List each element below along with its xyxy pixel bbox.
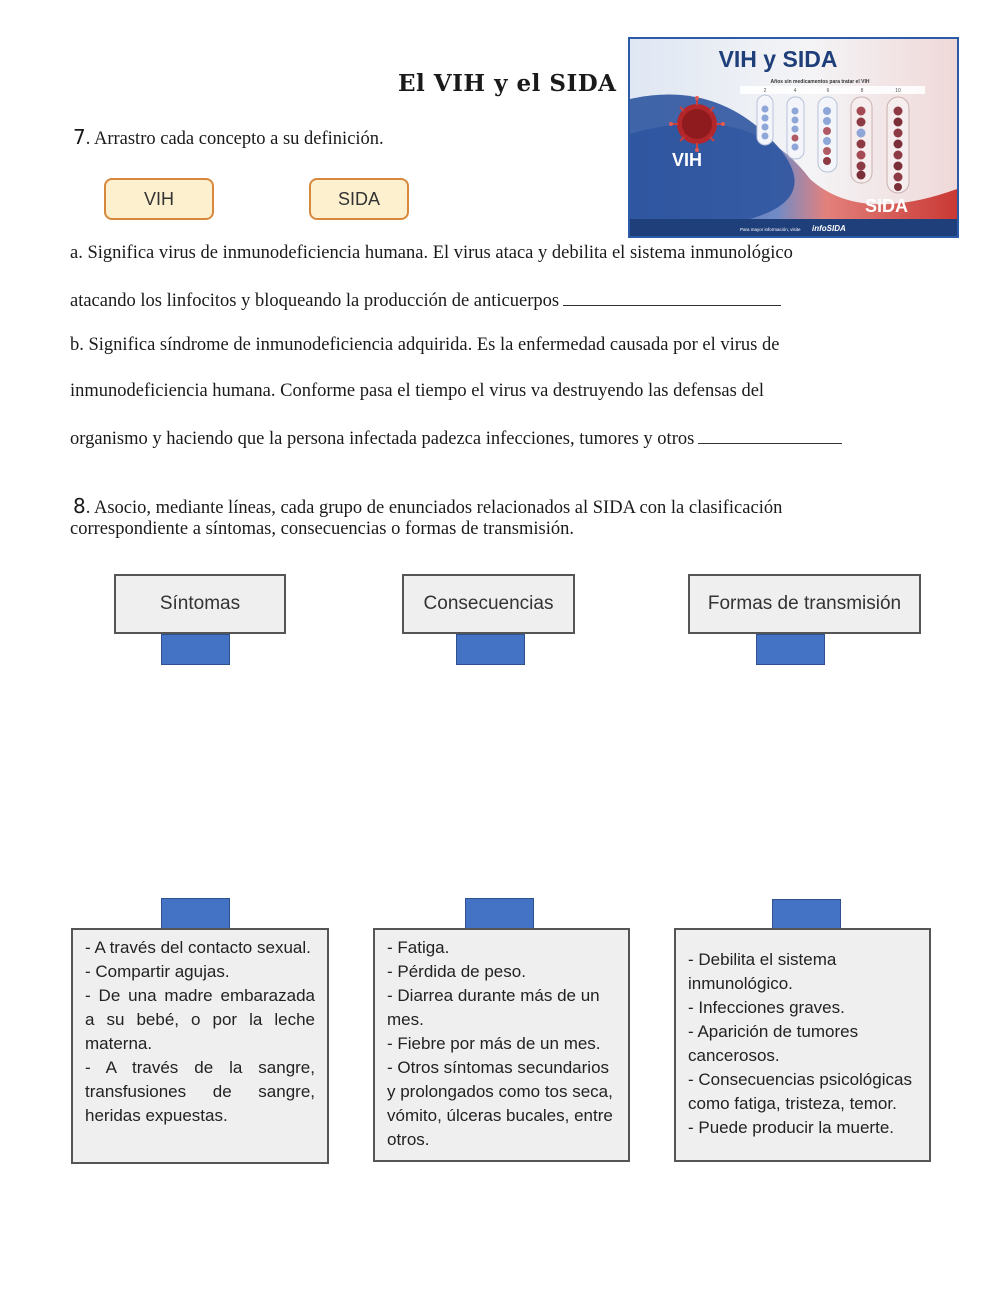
banner-footer-brand: infoSIDA: [812, 224, 846, 233]
banner-subtitle: Años sin medicamentos para tratar el VIH: [770, 79, 870, 85]
connector-answer-2[interactable]: [465, 898, 534, 929]
answer-2-item: - Fiebre por más de un mes.: [387, 1034, 601, 1053]
answer-3-item: - Consecuencias psicológicas como fatiga, tristeza, temor.: [688, 1070, 912, 1113]
answer-1-item: - A través de la sangre, transfusiones de sangre, heridas expuestas.: [85, 1058, 315, 1125]
connector-sintomas[interactable]: [161, 634, 230, 665]
question-7-number: 7: [73, 125, 86, 149]
connector-answer-3[interactable]: [772, 899, 841, 930]
answer-3-item: - Debilita el sistema inmunológico.: [688, 950, 837, 993]
drag-chip-sida[interactable]: SIDA: [309, 178, 409, 220]
question-8-line-2: correspondiente a síntomas, consecuencias o formas de transmisión.: [70, 519, 574, 539]
answer-1-item: - De una madre embarazada a su bebé, o por la leche materna.: [85, 986, 315, 1053]
answer-2-item: - Fatiga.: [387, 938, 450, 957]
banner-illustration: [630, 39, 957, 236]
drop-blank-a[interactable]: [563, 289, 781, 306]
definition-b-line-2: inmunodeficiencia humana. Conforme pasa el tiempo el virus va destruyendo las defensas del: [70, 381, 765, 401]
answer-box-1: [71, 928, 329, 1164]
question-8-number: 8: [73, 494, 86, 518]
banner-footer-text: Para mayor información, visite: [740, 227, 801, 232]
answer-box-2: [373, 928, 630, 1162]
connector-formas-transmision[interactable]: [756, 634, 825, 665]
banner-tick-1: 2: [763, 88, 767, 94]
definition-a-line-2-wrap: [70, 289, 781, 312]
question-8-heading: [73, 494, 782, 519]
definition-a-line-1: a. Significa virus de inmunodeficiencia humana. El virus ataca y debilita el sistema inmunológico: [70, 243, 793, 263]
answer-2-item: - Pérdida de peso.: [387, 962, 526, 981]
banner-tick-2: 4: [793, 88, 797, 94]
question-7-heading: [73, 125, 384, 150]
answer-3-item: - Aparición de tumores cancerosos.: [688, 1022, 859, 1065]
banner-tick-3: 6: [826, 88, 830, 94]
answer-box-3: [674, 928, 931, 1162]
banner-title: VIH y SIDA: [718, 46, 838, 72]
drag-chip-vih[interactable]: VIH: [104, 178, 214, 220]
banner-tick-4: 8: [860, 88, 864, 94]
answer-1-item: - Compartir agujas.: [85, 962, 230, 981]
page-title: El VIH y el SIDA: [398, 70, 617, 97]
definition-b-line-1: b. Significa síndrome de inmunodeficiencia adquirida. Es la enfermedad causada por el virus de: [70, 335, 780, 355]
vih-sida-banner: [628, 37, 959, 238]
banner-tick-5: 10: [895, 88, 901, 94]
question-8-line-1: . Asocio, mediante líneas, cada grupo de enunciados relacionados al SIDA con la clasificación: [85, 498, 783, 518]
question-7-instruction: . Arrastro cada concepto a su definición.: [85, 129, 384, 149]
category-consecuencias: Consecuencias: [402, 574, 575, 634]
answer-2-item: - Otros síntomas secundarios y prolongados como tos seca, vómito, úlceras bucales, entre otros.: [387, 1058, 613, 1149]
connector-answer-1[interactable]: [161, 898, 230, 929]
banner-sida-label: SIDA: [865, 196, 909, 216]
category-formas-transmision: Formas de transmisión: [688, 574, 921, 634]
answer-2-item: - Diarrea durante más de un mes.: [387, 986, 600, 1029]
answer-3-item: - Infecciones graves.: [688, 998, 845, 1017]
definition-b-line-3: organismo y haciendo que la persona infectada padezca infecciones, tumores y otros: [70, 429, 695, 449]
banner-vih-label: VIH: [672, 150, 703, 170]
category-sintomas: Síntomas: [114, 574, 286, 634]
answer-3-item: - Puede producir la muerte.: [688, 1118, 894, 1137]
answer-1-item: - A través del contacto sexual.: [85, 938, 311, 957]
definition-b-line-3-wrap: [70, 427, 842, 450]
definition-a-line-2: atacando los linfocitos y bloqueando la producción de anticuerpos: [70, 291, 560, 311]
connector-consecuencias[interactable]: [456, 634, 525, 665]
drop-blank-b[interactable]: [698, 427, 842, 444]
